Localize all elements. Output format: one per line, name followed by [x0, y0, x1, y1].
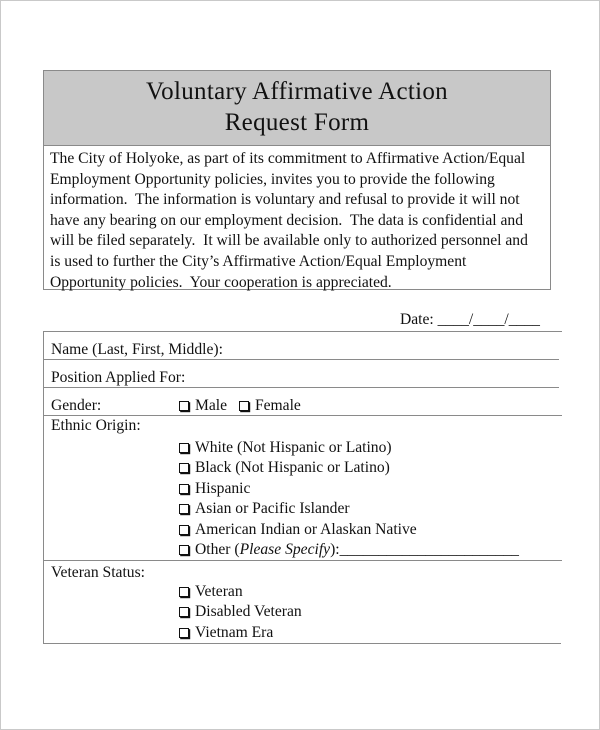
option-label: Black (Not Hispanic or Latino): [195, 459, 390, 476]
divider: [44, 331, 562, 332]
gender-male-label: Male: [195, 397, 228, 414]
checkbox-icon[interactable]: [179, 628, 189, 638]
name-input-line[interactable]: [44, 359, 559, 360]
position-field-label: Position Applied For:: [51, 369, 186, 386]
gender-male-checkbox[interactable]: [179, 397, 227, 414]
ethnic-option-american-indian[interactable]: [179, 521, 417, 539]
option-label: White (Not Hispanic or Latino): [195, 439, 392, 456]
checkbox-icon[interactable]: [179, 443, 189, 453]
applicant-form: [43, 331, 561, 644]
option-label: Veteran: [195, 583, 243, 600]
divider: [44, 415, 562, 416]
form-title: [44, 71, 550, 146]
intro-line: will be filed separately. It will be available only to authorized personnel and: [50, 232, 528, 250]
intro-line: is used to further the City’s Affirmative Action/Equal Employment: [50, 252, 467, 270]
intro-line: Opportunity policies. Your cooperation is appreciated.: [50, 273, 392, 291]
option-label: Asian or Pacific Islander: [195, 500, 350, 517]
checkbox-icon[interactable]: [179, 504, 189, 514]
intro-box: [43, 70, 551, 290]
divider: [44, 560, 562, 561]
checkbox-icon[interactable]: [179, 607, 189, 617]
option-label: American Indian or Alaskan Native: [195, 521, 417, 538]
intro-line: Employment Opportunity policies, invites you to provide the following: [50, 170, 495, 188]
gender-female-label: Female: [254, 397, 301, 414]
intro-line: have any bearing on our employment decision. The data is confidential and: [50, 211, 524, 229]
checkbox-icon[interactable]: [179, 463, 189, 473]
veteran-option-veteran[interactable]: [179, 583, 243, 601]
veteran-status-label: Veteran Status:: [51, 564, 145, 581]
ethnic-option-hispanic[interactable]: [179, 480, 250, 498]
intro-line: The City of Holyoke, as part of its commitment to Affirmative Action/Equal: [50, 150, 526, 167]
gender-female-checkbox[interactable]: [239, 397, 301, 414]
date-blank[interactable]: ____/____/____: [437, 311, 540, 328]
option-label: Disabled Veteran: [195, 603, 302, 620]
ethnic-option-other[interactable]: [179, 541, 519, 559]
checkbox-icon[interactable]: [239, 401, 249, 411]
position-input-line[interactable]: [44, 387, 559, 388]
intro-line: information. The information is voluntary and refusal to provide it will not: [50, 191, 520, 209]
checkbox-icon[interactable]: [179, 484, 189, 494]
checkbox-icon[interactable]: [179, 587, 189, 597]
other-specify: Please Specify: [239, 541, 331, 558]
ethnic-origin-label: Ethnic Origin:: [51, 417, 141, 434]
checkbox-icon[interactable]: [179, 525, 189, 535]
intro-paragraph: [44, 146, 550, 293]
option-label: Vietnam Era: [195, 624, 274, 641]
veteran-option-vietnam[interactable]: [179, 624, 273, 642]
ethnic-option-asian[interactable]: [179, 500, 350, 518]
gender-options: [179, 397, 301, 415]
checkbox-icon[interactable]: [179, 401, 189, 411]
other-specify-blank[interactable]: ):_______________________: [330, 541, 519, 558]
name-field-label: Name (Last, First, Middle):: [51, 341, 223, 358]
form-title-line-1: Voluntary Affirmative Action: [146, 78, 448, 105]
date-label: Date:: [400, 311, 438, 328]
form-title-line-2: Request Form: [224, 109, 370, 136]
option-label: Hispanic: [195, 480, 251, 497]
ethnic-option-black[interactable]: [179, 459, 390, 477]
other-prefix: Other (: [195, 541, 240, 558]
checkbox-icon[interactable]: [179, 545, 189, 555]
gender-field-label: Gender:: [51, 397, 102, 414]
ethnic-option-white[interactable]: [179, 439, 392, 457]
date-field[interactable]: [400, 311, 540, 329]
veteran-option-disabled[interactable]: [179, 603, 302, 621]
